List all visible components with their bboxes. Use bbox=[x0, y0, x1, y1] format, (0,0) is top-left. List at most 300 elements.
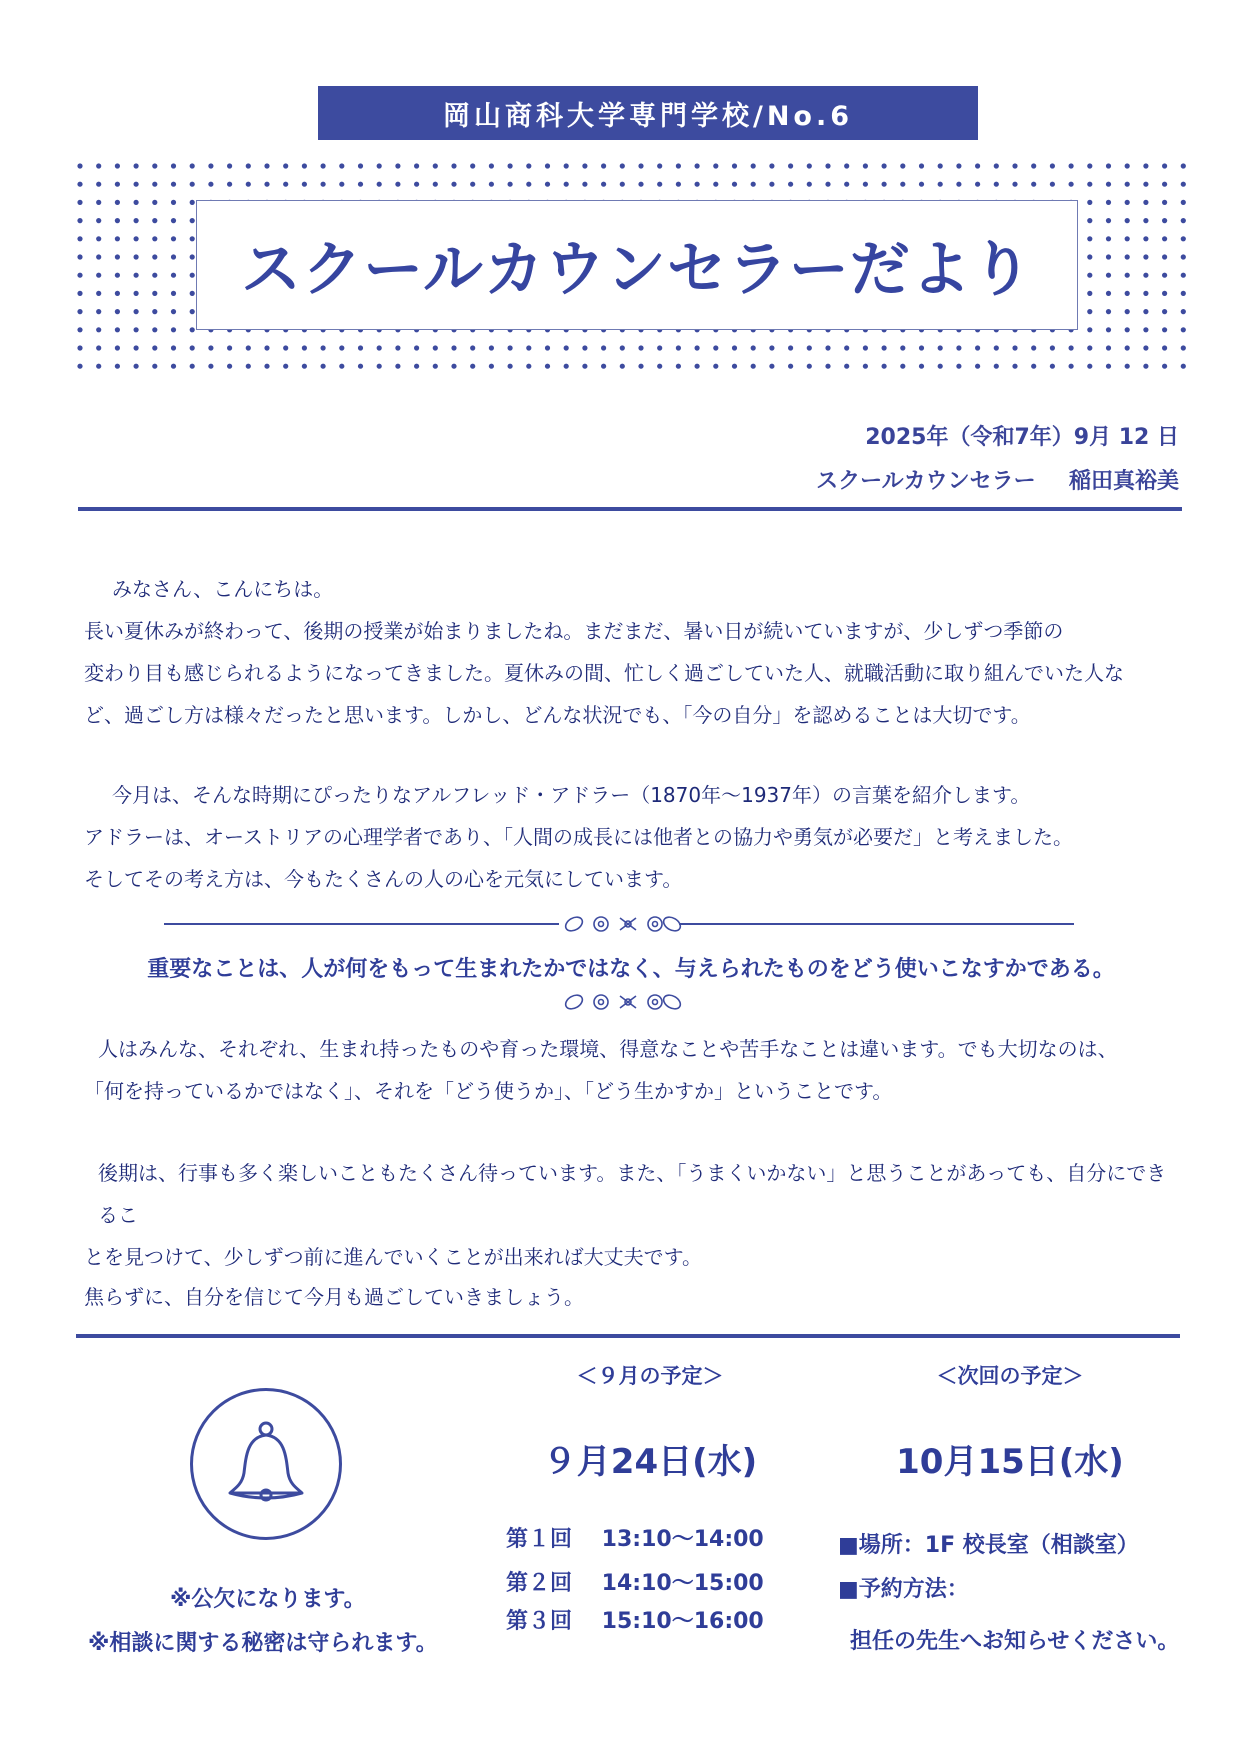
pattern-dot bbox=[1031, 163, 1036, 168]
pattern-dot bbox=[77, 236, 82, 241]
pattern-dot bbox=[994, 163, 999, 168]
pattern-dot bbox=[283, 345, 288, 350]
pattern-dot bbox=[1181, 218, 1186, 223]
pattern-dot bbox=[1181, 254, 1186, 259]
pattern-dot bbox=[96, 200, 101, 205]
paragraph-line: 今月は、そんな時期にぴったりなアルフレッド・アドラー（1870年～1937年）の言葉を紹介します。 bbox=[112, 783, 1031, 807]
pattern-dot bbox=[956, 163, 961, 168]
pattern-dot bbox=[134, 163, 139, 168]
paragraph-3 bbox=[84, 1028, 1178, 1112]
paragraph-line: そしてその考え方は、今もたくさんの人の心を元気にしています。 bbox=[84, 867, 683, 891]
pattern-dot bbox=[994, 364, 999, 369]
pattern-dot bbox=[825, 163, 830, 168]
pattern-dot bbox=[246, 163, 251, 168]
pattern-dot bbox=[1012, 182, 1017, 187]
pattern-dot bbox=[1106, 236, 1111, 241]
pattern-dot bbox=[115, 200, 120, 205]
pattern-dot bbox=[339, 182, 344, 187]
title-box bbox=[196, 200, 1078, 330]
pattern-dot bbox=[1181, 364, 1186, 369]
pattern-dot bbox=[1087, 273, 1092, 278]
pattern-dot bbox=[695, 364, 700, 369]
pattern-dot bbox=[919, 364, 924, 369]
pattern-dot bbox=[414, 345, 419, 350]
pattern-dot bbox=[77, 291, 82, 296]
pattern-dot bbox=[77, 163, 82, 168]
pattern-dot bbox=[526, 345, 531, 350]
pattern-dot bbox=[882, 163, 887, 168]
pattern-dot bbox=[171, 163, 176, 168]
pattern-dot bbox=[264, 364, 269, 369]
pattern-dot bbox=[526, 163, 531, 168]
pattern-dot bbox=[152, 291, 157, 296]
pattern-dot bbox=[302, 345, 307, 350]
pattern-dot bbox=[1143, 345, 1148, 350]
pattern-dot bbox=[620, 345, 625, 350]
note-absence: ※公欠になります。 bbox=[170, 1587, 366, 1612]
pattern-dot bbox=[190, 254, 195, 259]
pattern-dot bbox=[1162, 200, 1167, 205]
divider-bottom bbox=[76, 1334, 1180, 1338]
author-line bbox=[816, 464, 1179, 495]
pattern-dot bbox=[919, 345, 924, 350]
pattern-dot bbox=[508, 345, 513, 350]
pattern-dot bbox=[1125, 309, 1130, 314]
pattern-dot bbox=[1087, 309, 1092, 314]
pattern-dot bbox=[1181, 345, 1186, 350]
pattern-dot bbox=[545, 364, 550, 369]
pattern-dot bbox=[1162, 163, 1167, 168]
pattern-dot bbox=[807, 182, 812, 187]
pattern-dot bbox=[657, 364, 662, 369]
session-row bbox=[506, 1522, 764, 1553]
pattern-dot bbox=[134, 291, 139, 296]
pattern-dot bbox=[732, 345, 737, 350]
pattern-dot bbox=[564, 182, 569, 187]
pattern-dot bbox=[489, 163, 494, 168]
pattern-dot bbox=[900, 182, 905, 187]
pattern-dot bbox=[508, 163, 513, 168]
paragraph-line: 「何を持っているかではなく」、それを「どう使うか」、「どう生かすか」ということです。 bbox=[84, 1079, 893, 1103]
pattern-dot bbox=[115, 327, 120, 332]
pattern-dot bbox=[807, 163, 812, 168]
pattern-dot bbox=[96, 291, 101, 296]
pattern-dot bbox=[321, 182, 326, 187]
pattern-dot bbox=[1162, 254, 1167, 259]
pattern-dot bbox=[863, 345, 868, 350]
pattern-dot bbox=[190, 218, 195, 223]
next-date: 10月15日(水) bbox=[896, 1442, 1124, 1482]
pattern-dot bbox=[601, 345, 606, 350]
pattern-dot bbox=[321, 345, 326, 350]
pattern-dot bbox=[115, 345, 120, 350]
pattern-dot bbox=[470, 182, 475, 187]
paragraph-line: 焦らずに、自分を信じて今月も過ごしていきましょう。 bbox=[84, 1285, 584, 1309]
pattern-dot bbox=[695, 163, 700, 168]
paragraph-4 bbox=[84, 1152, 1178, 1278]
pattern-dot bbox=[1106, 182, 1111, 187]
paragraph-5 bbox=[84, 1276, 1178, 1318]
pattern-dot bbox=[321, 163, 326, 168]
pattern-dot bbox=[1125, 182, 1130, 187]
pattern-dot bbox=[77, 273, 82, 278]
pattern-dot bbox=[751, 182, 756, 187]
pattern-dot bbox=[115, 273, 120, 278]
pattern-dot bbox=[283, 182, 288, 187]
pattern-dot bbox=[339, 364, 344, 369]
pattern-dot bbox=[227, 163, 232, 168]
pattern-dot bbox=[1125, 254, 1130, 259]
pattern-dot bbox=[844, 163, 849, 168]
pattern-dot bbox=[1031, 182, 1036, 187]
pattern-dot bbox=[152, 163, 157, 168]
pattern-dot bbox=[1181, 291, 1186, 296]
pattern-dot bbox=[1143, 273, 1148, 278]
pattern-dot bbox=[171, 182, 176, 187]
pattern-dot bbox=[1125, 163, 1130, 168]
paragraph-1 bbox=[84, 568, 1178, 736]
pattern-dot bbox=[152, 236, 157, 241]
next-place: ■場所：1F 校長室（相談室） bbox=[838, 1533, 1139, 1558]
pattern-dot bbox=[1050, 345, 1055, 350]
pattern-dot bbox=[451, 364, 456, 369]
pattern-dot bbox=[695, 345, 700, 350]
pattern-dot bbox=[115, 254, 120, 259]
pattern-dot bbox=[77, 309, 82, 314]
pattern-dot bbox=[321, 364, 326, 369]
pattern-dot bbox=[863, 163, 868, 168]
pattern-dot bbox=[1087, 182, 1092, 187]
pattern-dot bbox=[96, 182, 101, 187]
pattern-dot bbox=[882, 182, 887, 187]
session-label: 第２回 bbox=[506, 1571, 573, 1596]
pattern-dot bbox=[788, 163, 793, 168]
paragraph-line: アドラーは、オーストリアの心理学者であり、「人間の成長には他者との協力や勇気が必要だ」と考えました。 bbox=[84, 825, 1073, 849]
pattern-dot bbox=[152, 345, 157, 350]
pattern-dot bbox=[190, 327, 195, 332]
pattern-dot bbox=[844, 345, 849, 350]
pattern-dot bbox=[601, 163, 606, 168]
pattern-dot bbox=[956, 182, 961, 187]
pattern-dot bbox=[1087, 364, 1092, 369]
pattern-dot bbox=[994, 345, 999, 350]
next-method-detail: 担任の先生へお知らせください。 bbox=[850, 1629, 1180, 1654]
pattern-dot bbox=[657, 182, 662, 187]
bell-icon bbox=[224, 1419, 308, 1509]
pattern-dot bbox=[115, 163, 120, 168]
pattern-dot bbox=[339, 345, 344, 350]
session-label: 第３回 bbox=[506, 1609, 573, 1634]
pattern-dot bbox=[1087, 236, 1092, 241]
pattern-dot bbox=[844, 364, 849, 369]
pattern-dot bbox=[1125, 236, 1130, 241]
pattern-dot bbox=[938, 163, 943, 168]
pattern-dot bbox=[638, 182, 643, 187]
pattern-dot bbox=[115, 236, 120, 241]
pattern-dot bbox=[358, 182, 363, 187]
pattern-dot bbox=[1181, 200, 1186, 205]
session-time: 13:10～14:00 bbox=[601, 1527, 764, 1552]
pattern-dot bbox=[1143, 182, 1148, 187]
pattern-dot bbox=[526, 182, 531, 187]
pattern-dot bbox=[152, 218, 157, 223]
quote: 重要なことは、人が何をもって生まれたかではなく、与えられたものをどう使いこなすかである。 bbox=[147, 957, 1115, 982]
pattern-dot bbox=[1125, 273, 1130, 278]
pattern-dot bbox=[152, 200, 157, 205]
pattern-dot bbox=[208, 364, 213, 369]
pattern-dot bbox=[751, 345, 756, 350]
pattern-dot bbox=[470, 163, 475, 168]
pattern-dot bbox=[956, 364, 961, 369]
pattern-dot bbox=[134, 309, 139, 314]
pattern-dot bbox=[732, 163, 737, 168]
pattern-dot bbox=[938, 345, 943, 350]
pattern-dot bbox=[134, 182, 139, 187]
pattern-dot bbox=[1031, 364, 1036, 369]
pattern-dot bbox=[395, 163, 400, 168]
session-time: 15:10～16:00 bbox=[601, 1609, 764, 1634]
pattern-dot bbox=[807, 345, 812, 350]
pattern-dot bbox=[1069, 364, 1074, 369]
pattern-dot bbox=[900, 364, 905, 369]
pattern-dot bbox=[732, 182, 737, 187]
pattern-dot bbox=[1087, 200, 1092, 205]
pattern-dot bbox=[844, 182, 849, 187]
pattern-dot bbox=[919, 163, 924, 168]
pattern-dot bbox=[227, 364, 232, 369]
pattern-dot bbox=[171, 364, 176, 369]
pattern-dot bbox=[134, 327, 139, 332]
pattern-dot bbox=[433, 345, 438, 350]
pattern-dot bbox=[152, 309, 157, 314]
pattern-dot bbox=[470, 345, 475, 350]
pattern-dot bbox=[1143, 291, 1148, 296]
pattern-dot bbox=[825, 182, 830, 187]
pattern-dot bbox=[377, 182, 382, 187]
issue-date: 2025年（令和7年）9月 12 日 bbox=[865, 425, 1179, 450]
pattern-dot bbox=[96, 236, 101, 241]
pattern-dot bbox=[208, 182, 213, 187]
pattern-dot bbox=[638, 345, 643, 350]
page-title: スクールカウンセラーだより bbox=[241, 235, 1033, 305]
pattern-dot bbox=[620, 182, 625, 187]
pattern-dot bbox=[152, 364, 157, 369]
pattern-dot bbox=[601, 364, 606, 369]
pattern-dot bbox=[975, 182, 980, 187]
pattern-dot bbox=[526, 364, 531, 369]
pattern-dot bbox=[1012, 364, 1017, 369]
pattern-dot bbox=[620, 364, 625, 369]
pattern-dot bbox=[1162, 218, 1167, 223]
pattern-dot bbox=[788, 364, 793, 369]
pattern-dot bbox=[788, 345, 793, 350]
pattern-dot bbox=[115, 218, 120, 223]
pattern-dot bbox=[208, 345, 213, 350]
pattern-dot bbox=[545, 163, 550, 168]
pattern-dot bbox=[115, 182, 120, 187]
pattern-dot bbox=[1050, 163, 1055, 168]
pattern-dot bbox=[1125, 345, 1130, 350]
pattern-dot bbox=[1181, 182, 1186, 187]
pattern-dot bbox=[825, 364, 830, 369]
paragraph-line: 変わり目も感じられるようになってきました。夏休みの間、忙しく過ごしていた人、就職活動に取り組んでいた人な bbox=[84, 661, 1124, 685]
pattern-dot bbox=[863, 182, 868, 187]
pattern-dot bbox=[713, 182, 718, 187]
pattern-dot bbox=[246, 345, 251, 350]
pattern-dot bbox=[695, 182, 700, 187]
pattern-dot bbox=[564, 163, 569, 168]
pattern-dot bbox=[1087, 345, 1092, 350]
pattern-dot bbox=[1106, 291, 1111, 296]
pattern-dot bbox=[825, 345, 830, 350]
pattern-dot bbox=[1181, 273, 1186, 278]
pattern-dot bbox=[77, 345, 82, 350]
schedule-date: ９月24日(水) bbox=[542, 1442, 758, 1482]
pattern-dot bbox=[582, 364, 587, 369]
pattern-dot bbox=[1125, 200, 1130, 205]
pattern-dot bbox=[190, 273, 195, 278]
pattern-dot bbox=[657, 345, 662, 350]
pattern-dot bbox=[96, 273, 101, 278]
pattern-dot bbox=[1181, 327, 1186, 332]
pattern-dot bbox=[1143, 364, 1148, 369]
pattern-dot bbox=[358, 345, 363, 350]
pattern-dot bbox=[96, 254, 101, 259]
pattern-dot bbox=[713, 364, 718, 369]
pattern-dot bbox=[1106, 309, 1111, 314]
pattern-dot bbox=[676, 345, 681, 350]
pattern-dot bbox=[134, 345, 139, 350]
pattern-dot bbox=[264, 182, 269, 187]
pattern-dot bbox=[171, 345, 176, 350]
pattern-dot bbox=[1181, 163, 1186, 168]
school-banner bbox=[318, 86, 978, 140]
pattern-dot bbox=[1106, 327, 1111, 332]
session-row bbox=[506, 1566, 764, 1597]
pattern-dot bbox=[638, 163, 643, 168]
pattern-dot bbox=[377, 345, 382, 350]
pattern-dot bbox=[395, 345, 400, 350]
author-name: 稲田真裕美 bbox=[1068, 469, 1179, 494]
pattern-dot bbox=[1143, 309, 1148, 314]
pattern-dot bbox=[994, 182, 999, 187]
pattern-dot bbox=[190, 364, 195, 369]
pattern-dot bbox=[1162, 309, 1167, 314]
note-confidential: ※相談に関する秘密は守られます。 bbox=[88, 1631, 438, 1656]
schedule-heading: ＜９月の予定＞ bbox=[576, 1364, 724, 1388]
pattern-dot bbox=[638, 364, 643, 369]
paragraph-2 bbox=[84, 774, 1178, 900]
pattern-dot bbox=[1125, 327, 1130, 332]
pattern-dot bbox=[433, 163, 438, 168]
pattern-dot bbox=[302, 182, 307, 187]
pattern-dot bbox=[190, 236, 195, 241]
pattern-dot bbox=[96, 364, 101, 369]
pattern-dot bbox=[190, 200, 195, 205]
pattern-dot bbox=[676, 364, 681, 369]
pattern-dot bbox=[975, 364, 980, 369]
pattern-dot bbox=[1012, 345, 1017, 350]
pattern-dot bbox=[77, 254, 82, 259]
pattern-dot bbox=[1087, 254, 1092, 259]
pattern-dot bbox=[190, 291, 195, 296]
pattern-dot bbox=[171, 309, 176, 314]
pattern-dot bbox=[713, 345, 718, 350]
pattern-dot bbox=[96, 163, 101, 168]
pattern-dot bbox=[657, 163, 662, 168]
pattern-dot bbox=[769, 364, 774, 369]
pattern-dot bbox=[134, 236, 139, 241]
pattern-dot bbox=[732, 364, 737, 369]
pattern-dot bbox=[1069, 345, 1074, 350]
pattern-dot bbox=[1162, 273, 1167, 278]
pattern-dot bbox=[582, 182, 587, 187]
pattern-dot bbox=[171, 291, 176, 296]
pattern-dot bbox=[377, 163, 382, 168]
pattern-dot bbox=[171, 200, 176, 205]
pattern-dot bbox=[489, 364, 494, 369]
pattern-dot bbox=[96, 309, 101, 314]
pattern-dot bbox=[1031, 345, 1036, 350]
paragraph-line: 長い夏休みが終わって、後期の授業が始まりましたね。まだまだ、暑い日が続いていますが、少しずつ季節の bbox=[84, 619, 1064, 643]
pattern-dot bbox=[582, 345, 587, 350]
pattern-dot bbox=[283, 163, 288, 168]
pattern-dot bbox=[1087, 327, 1092, 332]
ornament-bottom bbox=[164, 990, 1074, 1014]
pattern-dot bbox=[769, 345, 774, 350]
pattern-dot bbox=[975, 345, 980, 350]
pattern-dot bbox=[264, 345, 269, 350]
pattern-dot bbox=[508, 182, 513, 187]
pattern-dot bbox=[564, 345, 569, 350]
pattern-dot bbox=[1050, 182, 1055, 187]
pattern-dot bbox=[1162, 345, 1167, 350]
pattern-dot bbox=[414, 163, 419, 168]
pattern-dot bbox=[676, 163, 681, 168]
bell-circle bbox=[190, 1388, 342, 1540]
paragraph-line: 後期は、行事も多く楽しいこともたくさん待っています。また、「うまくいかない」と思うことがあっても、自分にできるこ bbox=[98, 1161, 1167, 1227]
pattern-dot bbox=[115, 364, 120, 369]
pattern-dot bbox=[1106, 218, 1111, 223]
pattern-dot bbox=[1125, 218, 1130, 223]
pattern-dot bbox=[414, 364, 419, 369]
pattern-dot bbox=[620, 163, 625, 168]
pattern-dot bbox=[77, 200, 82, 205]
pattern-dot bbox=[1106, 200, 1111, 205]
pattern-dot bbox=[227, 345, 232, 350]
pattern-dot bbox=[882, 364, 887, 369]
pattern-dot bbox=[545, 182, 550, 187]
paragraph-line: ど、過ごし方は様々だったと思います。しかし、どんな状況でも、「今の自分」を認めることは大切です。 bbox=[84, 703, 1031, 727]
pattern-dot bbox=[395, 182, 400, 187]
paragraph-line: みなさん、こんにちは。 bbox=[112, 577, 334, 601]
pattern-dot bbox=[358, 364, 363, 369]
pattern-dot bbox=[377, 364, 382, 369]
pattern-dot bbox=[1143, 218, 1148, 223]
pattern-dot bbox=[190, 182, 195, 187]
paragraph-line: 人はみんな、それぞれ、生まれ持ったものや育った環境、得意なことや苦手なことは違います。でも大切なのは、 bbox=[98, 1037, 1118, 1061]
pattern-dot bbox=[77, 182, 82, 187]
pattern-dot bbox=[1125, 364, 1130, 369]
pattern-dot bbox=[77, 364, 82, 369]
pattern-dot bbox=[582, 163, 587, 168]
pattern-dot bbox=[115, 309, 120, 314]
pattern-dot bbox=[900, 345, 905, 350]
pattern-dot bbox=[751, 364, 756, 369]
pattern-dot bbox=[1143, 236, 1148, 241]
pattern-dot bbox=[956, 345, 961, 350]
pattern-dot bbox=[96, 345, 101, 350]
